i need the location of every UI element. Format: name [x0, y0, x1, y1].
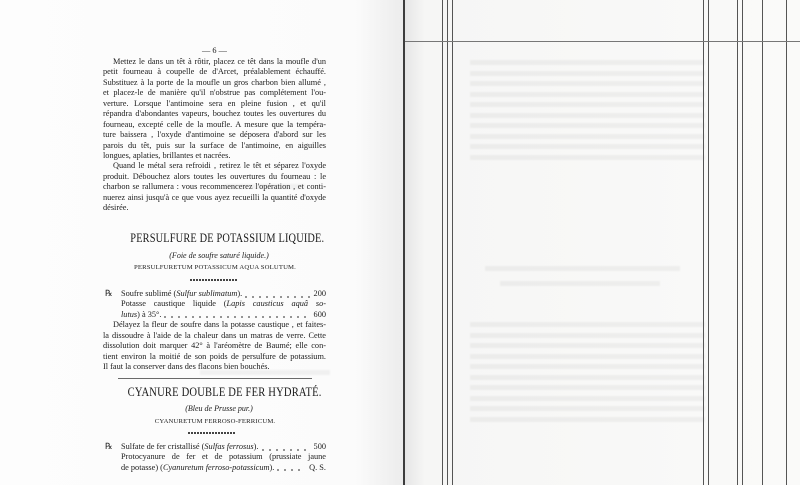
- ingredient-quantity: 500: [313, 442, 326, 451]
- ingredient-text: [121, 299, 326, 309]
- ingredient-name: Soufre sublimé (: [121, 289, 177, 298]
- page-number: — 6 —: [202, 46, 227, 55]
- ledger-column-rule: [447, 0, 448, 485]
- show-through-line: [470, 92, 705, 97]
- show-through-line: [470, 144, 705, 149]
- show-through-line: [470, 417, 705, 422]
- ingredient-line: [103, 442, 326, 452]
- ingredient-line: [103, 310, 326, 320]
- recipe-symbol: ℞: [105, 442, 113, 451]
- show-through-line: [470, 396, 705, 401]
- show-through-line: [225, 184, 305, 189]
- ingredient-text: [121, 452, 326, 462]
- ledger-column-rule: [742, 0, 743, 485]
- text-line: ture baissera , l'oxyde d'antimoine se déposera d'abord sur les: [103, 130, 326, 140]
- text-line: verture. Lorsque l'antimoine sera en pleine fusion , et qu'il: [103, 98, 326, 108]
- ingredient-text: [121, 310, 161, 320]
- right-page-ledger: [405, 0, 800, 485]
- instruction-line: la dissoudre à l'aide de la chaleur dans un matras de verre. Cette: [103, 330, 326, 340]
- section-title: [110, 231, 325, 245]
- ornament-rule: [188, 432, 236, 434]
- recipe-body: [103, 442, 326, 473]
- ingredient-latin-name: Sulfur sublimatum: [176, 289, 238, 298]
- section-divider: [118, 378, 312, 379]
- text-line: parois du têt, puis sur la surface de l'antimoine, en aiguilles: [103, 140, 326, 150]
- show-through-line: [470, 385, 705, 390]
- ingredient-text: [121, 463, 274, 473]
- ledger-column-rule: [737, 0, 738, 485]
- ledger-column-rule: [452, 0, 453, 485]
- leader-dots: [164, 310, 309, 320]
- show-through-line: [470, 102, 705, 107]
- show-through-line: [470, 375, 705, 380]
- text-line: fourneau, excepté celle de la moufle. A mesure que la tempéra-: [103, 119, 326, 129]
- ingredient-line: [103, 289, 326, 299]
- instruction-line: Il faut la conserver dans des flacons bien bouchés.: [103, 362, 270, 372]
- show-through-line: [470, 155, 705, 160]
- leader-dots: [277, 463, 305, 473]
- ingredient-note: ).: [237, 289, 243, 298]
- ingredient-note: ).: [253, 442, 259, 451]
- ingredient-latin-name: Lapis causticus aquâ so-: [226, 299, 326, 309]
- text-line: charbon se rallumera : vous recommencerez l'opération , et conti-: [103, 182, 326, 192]
- ledger-column-rule: [442, 0, 443, 485]
- section-title: [110, 385, 320, 399]
- ingredient-quantity: 600: [313, 309, 326, 319]
- ingredient-note: ) à 35°.: [137, 309, 162, 319]
- show-through-line: [470, 123, 705, 128]
- text-line: petit fourneau à coupelle de d'Arcet, préalablement échauffé.: [103, 67, 326, 77]
- text-line: nuerez ainsi jusqu'à ce que vous ayez recueilli la quantité d'oxyde: [103, 192, 326, 202]
- ledger-column-rule: [786, 0, 787, 485]
- instruction-line: Délayez la fleur de soufre dans la potasse caustique , et faites-: [113, 320, 326, 330]
- ingredient-line: [103, 299, 326, 309]
- show-through-line: [470, 134, 705, 139]
- show-through-line: [485, 266, 680, 271]
- ingredient-quantity: 200: [313, 289, 326, 298]
- ingredient-line: [103, 452, 326, 462]
- ingredient-latin-name: Cyanuretum ferroso-potassicum: [162, 462, 270, 472]
- text-line: produit. Débouchez alors toutes les ouvertures du fourneau : le: [103, 171, 326, 181]
- ledger-column-rule: [708, 0, 709, 485]
- show-through-line: [470, 406, 705, 411]
- show-through-line: [470, 322, 705, 327]
- leader-dots: [245, 289, 309, 299]
- show-through-line: [470, 364, 705, 369]
- section-synonym: (Foie de soufre saturé liquide.): [169, 251, 269, 260]
- instruction-line: dissolution doit marquer 42° à l'aréomètre de Baumé; elle con-: [103, 341, 326, 351]
- section-title-text: CYANURE DOUBLE DE FER HYDRATÉ.: [127, 385, 322, 399]
- ingredient-text: [121, 442, 259, 452]
- text-line: Mettez le dans un têt à rôtir, placez ce têt dans la moufle d'un: [113, 57, 326, 66]
- intro-text: [103, 57, 326, 214]
- ingredient-text: [121, 289, 242, 299]
- ingredient-note: ).: [269, 462, 275, 472]
- section-latin-name: PERSULFURETUM POTASSICUM AQUA SOLUTUM.: [134, 264, 296, 271]
- leader-dots: [262, 442, 310, 452]
- show-through-line: [470, 71, 705, 76]
- ornament-rule: [190, 279, 238, 281]
- ingredient-name: Potasse caustique liquide (: [121, 299, 227, 309]
- ingredient-name: de potasse) (: [121, 462, 163, 472]
- show-through-line: [470, 354, 705, 359]
- text-line: et placez-le de manière qu'il n'obstrue pas complétement l'ou-: [103, 88, 326, 98]
- show-through-line: [470, 81, 705, 86]
- ledger-column-rule: [762, 0, 763, 485]
- text-line: Quand le métal sera refroidi , retirez le têt et séparez l'oxyde: [113, 161, 326, 171]
- instruction-line: tient environ la moitié de son poids de persulfure de potassium.: [103, 351, 326, 361]
- show-through-line: [470, 60, 705, 65]
- ingredient-latin-name: lutus: [121, 309, 138, 319]
- ingredient-name: Protocyanure de fer et de potassium (prussiate jaune: [121, 452, 326, 462]
- show-through-line: [470, 113, 705, 118]
- text-line: longues, aplaties, brillantes et nacrées.: [103, 150, 231, 160]
- text-line: Substituez à la porte de la moufle un gros charbon bien allumé ,: [103, 77, 326, 87]
- section-title-text: PERSULFURE DE POTASSIUM LIQUIDE.: [130, 231, 325, 245]
- ledger-header-rule: [405, 41, 800, 42]
- ingredient-latin-name: Sulfas ferrosus: [204, 442, 254, 451]
- text-line: répandra d'abondantes vapeurs, bouchez toutes les ouvertures du: [103, 109, 326, 119]
- section-latin-name: CYANURETUM FERROSO-FERRICUM.: [154, 418, 276, 425]
- show-through-line: [500, 281, 660, 286]
- show-through-line: [200, 370, 330, 375]
- section-synonym: (Bleu de Prusse pur.): [185, 404, 253, 413]
- ingredient-name: Sulfate de fer cristallisé (: [121, 442, 205, 451]
- recipe-symbol: ℞: [105, 289, 113, 298]
- ingredient-line: [103, 463, 326, 473]
- show-through-line: [470, 343, 705, 348]
- recipe-body: [103, 289, 326, 373]
- ingredient-quantity: Q. S.: [309, 462, 326, 472]
- text-line: désirée.: [103, 203, 129, 213]
- show-through-line: [470, 333, 705, 338]
